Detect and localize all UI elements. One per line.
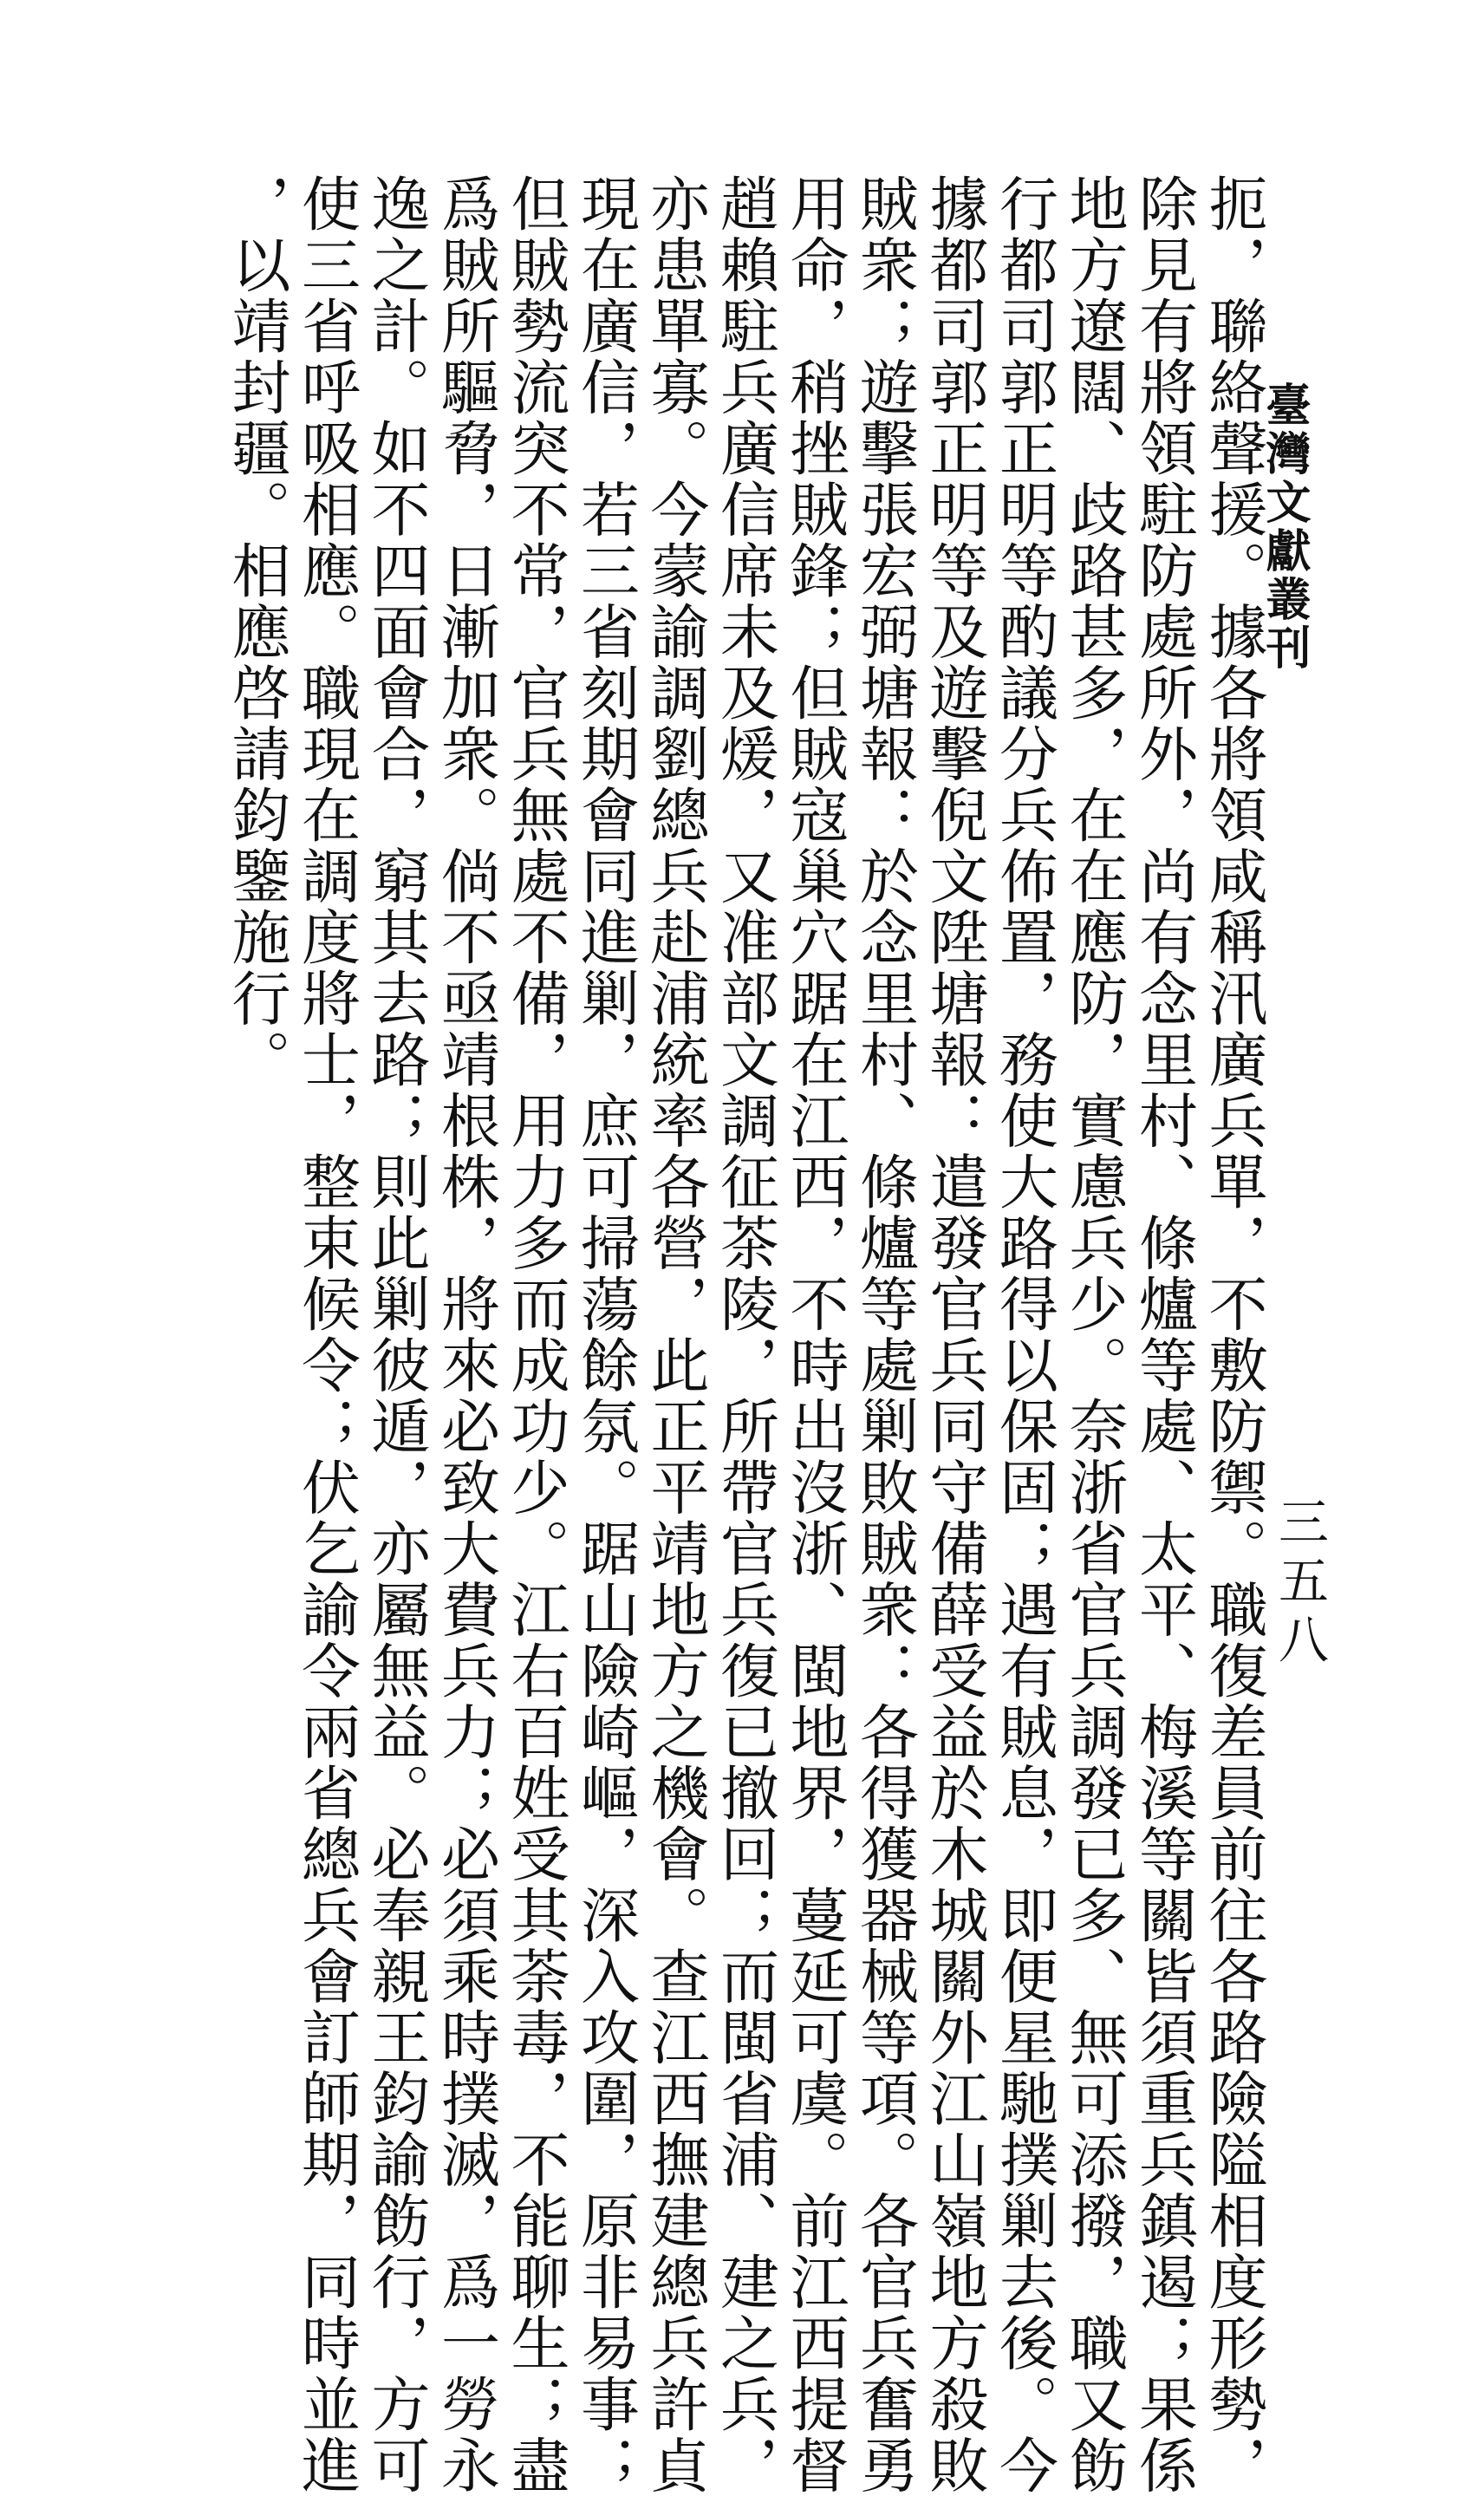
text-column: 除見有將領駐防處所外，尚有念里村、條爐等處、太平、梅溪等關皆須重兵鎮遏；果係: [1129, 173, 1198, 2496]
text-column: 使三省呼吸相應。職現在調度將士，整束候令；伏乞諭令兩省總兵會訂師期，同時並進: [291, 173, 361, 2496]
text-column: 亦患單寡。今蒙諭調劉總兵赴浦統率各營，此正平靖地方之機會。查江西撫建總兵許貞: [641, 173, 709, 2496]
text-column: 據都司郭正明等及遊擊倪文陞塘報：遣發官兵同守備薛受益於木城關外江山嶺地方殺敗: [920, 173, 988, 2496]
text-column: ，以靖封疆。相應啓請鈞鑒施行。: [222, 173, 290, 1091]
text-column: 扼，聯絡聲援。據各將領咸稱汛廣兵單，不敷防禦。職復差員前往各路險隘相度形勢，: [1199, 173, 1267, 2496]
text-column: 爲賊所驅脅，日漸加衆。倘不亟靖根株，將來必致大費兵力；必須乘時撲滅，爲一勞永: [431, 173, 500, 2496]
text-column: 地方遼闊、歧路甚多，在在應防，實慮兵少。奈浙省官兵調發已多、無可添撥，職又飭: [1059, 173, 1128, 2496]
running-header-title: 臺灣文獻叢刊: [1258, 381, 1311, 673]
text-column: 用命，稍挫賊鋒；但賊寇巢穴踞在江西，不時出沒浙、閩地界，蔓延可虞。前江西提督: [780, 173, 849, 2496]
text-column: 賊衆；遊擊張宏弼塘報：於念里村、條爐等處剿敗賊衆：各得獲器械等項。各官兵奮勇: [849, 173, 919, 2496]
body-text: [221, 173, 1268, 2496]
text-column: 現在廣信，若三省刻期會同進剿，庶可掃蕩餘氛。踞山險崎嶇，深入攻圍，原非易事；: [570, 173, 640, 2496]
text-column: 逸之計。如不四面會合，窮其去路；則此剿彼遁，亦屬無益。必奉親王鈞諭飭行，方可: [361, 173, 430, 2496]
page-number: 三五八: [1270, 1496, 1329, 1672]
text-column: 趙賴駐兵廣信席未及煖，又准部文調征茶陵，所帶官兵復已撤回；而閩省浦、建之兵，: [710, 173, 779, 2496]
text-column: 但賊勢流突不常，官兵無處不備，用力多而成功少。江右百姓受其荼毒，不能聊生；盡: [501, 173, 570, 2496]
text-column: 行都司郭正明等酌議分兵佈置，務使大路得以保固；遇有賊息，即便星馳撲剿去後。今: [989, 173, 1058, 2496]
